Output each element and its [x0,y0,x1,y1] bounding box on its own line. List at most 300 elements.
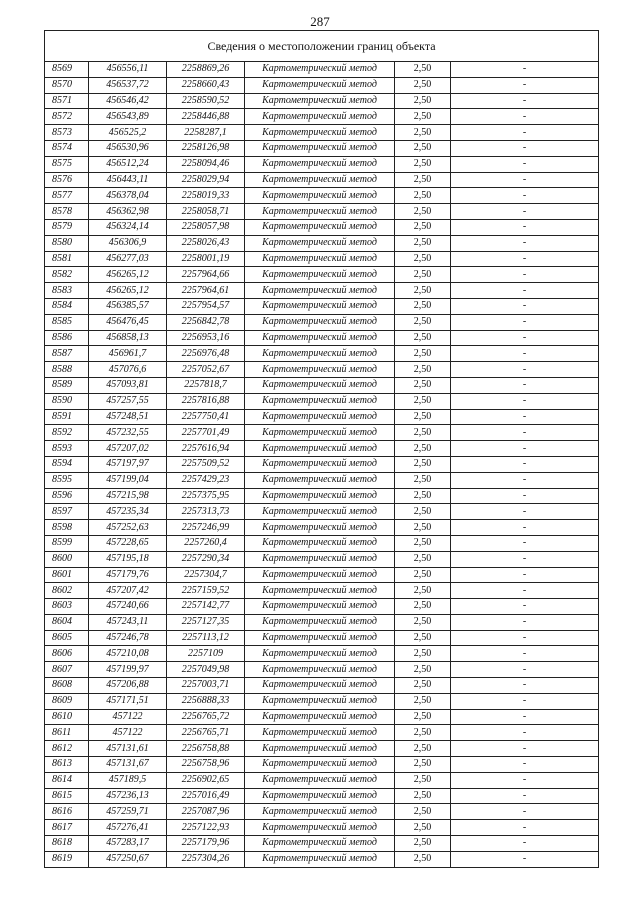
extra-cell: - [451,283,599,299]
extra-cell: - [451,614,599,630]
precision-cell: 2,50 [395,567,451,583]
extra-cell: - [451,725,599,741]
precision-cell: 2,50 [395,662,451,678]
precision-cell: 2,50 [395,362,451,378]
coord-y-cell: 2258590,52 [167,93,245,109]
coord-x-cell: 456306,9 [89,235,167,251]
coord-y-cell: 2257179,96 [167,836,245,852]
precision-cell: 2,50 [395,298,451,314]
coord-x-cell: 457248,51 [89,409,167,425]
table-row [45,599,599,615]
table-row [45,298,599,314]
precision-cell: 2,50 [395,520,451,536]
precision-cell: 2,50 [395,140,451,156]
method-cell: Картометрический метод [245,362,395,378]
extra-cell: - [451,362,599,378]
extra-cell: - [451,472,599,488]
coord-y-cell: 2256765,72 [167,709,245,725]
extra-cell: - [451,741,599,757]
precision-cell: 2,50 [395,172,451,188]
table-row [45,330,599,346]
table-row [45,425,599,441]
point-number-cell: 8600 [45,551,89,567]
coord-x-cell: 457236,13 [89,788,167,804]
point-number-cell: 8616 [45,804,89,820]
precision-cell: 2,50 [395,346,451,362]
coord-x-cell: 457240,66 [89,599,167,615]
extra-cell: - [451,425,599,441]
table-row [45,172,599,188]
point-number-cell: 8589 [45,377,89,393]
precision-cell: 2,50 [395,741,451,757]
coord-y-cell: 2256765,71 [167,725,245,741]
precision-cell: 2,50 [395,614,451,630]
extra-cell: - [451,772,599,788]
point-number-cell: 8584 [45,298,89,314]
method-cell: Картометрический метод [245,820,395,836]
method-cell: Картометрический метод [245,662,395,678]
precision-cell: 2,50 [395,393,451,409]
table-row [45,204,599,220]
point-number-cell: 8618 [45,836,89,852]
coord-x-cell: 457207,42 [89,583,167,599]
point-number-cell: 8569 [45,62,89,78]
coord-y-cell: 2257016,49 [167,788,245,804]
coord-y-cell: 2257109 [167,646,245,662]
method-cell: Картометрический метод [245,409,395,425]
point-number-cell: 8602 [45,583,89,599]
point-number-cell: 8586 [45,330,89,346]
point-number-cell: 8581 [45,251,89,267]
coord-x-cell: 457283,17 [89,836,167,852]
extra-cell: - [451,662,599,678]
point-number-cell: 8598 [45,520,89,536]
coord-y-cell: 2256953,16 [167,330,245,346]
coord-y-cell: 2256902,65 [167,772,245,788]
method-cell: Картометрический метод [245,630,395,646]
table-row [45,836,599,852]
method-cell: Картометрический метод [245,77,395,93]
precision-cell: 2,50 [395,535,451,551]
table-row [45,251,599,267]
coord-x-cell: 456362,98 [89,204,167,220]
precision-cell: 2,50 [395,62,451,78]
coord-x-cell: 457199,04 [89,472,167,488]
precision-cell: 2,50 [395,93,451,109]
coord-x-cell: 457235,34 [89,504,167,520]
point-number-cell: 8570 [45,77,89,93]
table-row [45,662,599,678]
extra-cell: - [451,836,599,852]
method-cell: Картометрический метод [245,535,395,551]
precision-cell: 2,50 [395,456,451,472]
method-cell: Картометрический метод [245,614,395,630]
table-row [45,614,599,630]
coord-y-cell: 2257260,4 [167,535,245,551]
coord-x-cell: 456443,11 [89,172,167,188]
point-number-cell: 8617 [45,820,89,836]
precision-cell: 2,50 [395,709,451,725]
coord-x-cell: 456546,42 [89,93,167,109]
extra-cell: - [451,409,599,425]
table-row [45,156,599,172]
method-cell: Картометрический метод [245,172,395,188]
table-row [45,788,599,804]
extra-cell: - [451,77,599,93]
extra-cell: - [451,788,599,804]
point-number-cell: 8593 [45,441,89,457]
point-number-cell: 8577 [45,188,89,204]
method-cell: Картометрический метод [245,219,395,235]
coord-x-cell: 457243,11 [89,614,167,630]
point-number-cell: 8578 [45,204,89,220]
point-number-cell: 8607 [45,662,89,678]
method-cell: Картометрический метод [245,425,395,441]
coord-x-cell: 457093,81 [89,377,167,393]
coord-y-cell: 2257122,93 [167,820,245,836]
coord-y-cell: 2257818,7 [167,377,245,393]
coord-x-cell: 457076,6 [89,362,167,378]
table-row [45,725,599,741]
extra-cell: - [451,599,599,615]
table-row [45,820,599,836]
point-number-cell: 8587 [45,346,89,362]
method-cell: Картометрический метод [245,235,395,251]
coord-y-cell: 2257701,49 [167,425,245,441]
extra-cell: - [451,219,599,235]
precision-cell: 2,50 [395,551,451,567]
coord-x-cell: 456543,89 [89,109,167,125]
extra-cell: - [451,109,599,125]
point-number-cell: 8576 [45,172,89,188]
extra-cell: - [451,583,599,599]
point-number-cell: 8585 [45,314,89,330]
method-cell: Картометрический метод [245,109,395,125]
table-row [45,535,599,551]
point-number-cell: 8579 [45,219,89,235]
coord-x-cell: 456858,13 [89,330,167,346]
point-number-cell: 8573 [45,125,89,141]
precision-cell: 2,50 [395,788,451,804]
table-row [45,362,599,378]
table-title: Сведения о местоположении границ объекта [45,31,599,62]
method-cell: Картометрический метод [245,504,395,520]
method-cell: Картометрический метод [245,93,395,109]
point-number-cell: 8605 [45,630,89,646]
precision-cell: 2,50 [395,441,451,457]
table-row [45,377,599,393]
coord-y-cell: 2257127,35 [167,614,245,630]
precision-cell: 2,50 [395,820,451,836]
coord-x-cell: 457232,55 [89,425,167,441]
coord-y-cell: 2257052,67 [167,362,245,378]
table-row [45,125,599,141]
point-number-cell: 8571 [45,93,89,109]
extra-cell: - [451,188,599,204]
method-cell: Картометрический метод [245,472,395,488]
coord-y-cell: 2257616,94 [167,441,245,457]
extra-cell: - [451,377,599,393]
point-number-cell: 8613 [45,757,89,773]
coord-x-cell: 456324,14 [89,219,167,235]
point-number-cell: 8614 [45,772,89,788]
coord-y-cell: 2257087,96 [167,804,245,820]
coord-y-cell: 2257375,95 [167,488,245,504]
table-row [45,267,599,283]
extra-cell: - [451,156,599,172]
point-number-cell: 8615 [45,788,89,804]
coord-y-cell: 2257964,66 [167,267,245,283]
coord-y-cell: 2257304,26 [167,851,245,867]
extra-cell: - [451,204,599,220]
point-number-cell: 8603 [45,599,89,615]
precision-cell: 2,50 [395,251,451,267]
coord-y-cell: 2257142,77 [167,599,245,615]
coord-x-cell: 457131,67 [89,757,167,773]
precision-cell: 2,50 [395,678,451,694]
coord-y-cell: 2258287,1 [167,125,245,141]
precision-cell: 2,50 [395,504,451,520]
table-row [45,140,599,156]
precision-cell: 2,50 [395,425,451,441]
coord-x-cell: 457189,5 [89,772,167,788]
method-cell: Картометрический метод [245,377,395,393]
precision-cell: 2,50 [395,330,451,346]
table-row [45,283,599,299]
table-row [45,188,599,204]
coord-x-cell: 457179,76 [89,567,167,583]
coord-x-cell: 457210,08 [89,646,167,662]
coord-x-cell: 457276,41 [89,820,167,836]
extra-cell: - [451,678,599,694]
precision-cell: 2,50 [395,488,451,504]
extra-cell: - [451,172,599,188]
method-cell: Картометрический метод [245,725,395,741]
method-cell: Картометрический метод [245,204,395,220]
precision-cell: 2,50 [395,409,451,425]
coord-y-cell: 2256842,78 [167,314,245,330]
coord-y-cell: 2257246,99 [167,520,245,536]
table-row [45,757,599,773]
coord-y-cell: 2258094,46 [167,156,245,172]
extra-cell: - [451,393,599,409]
table-row [45,472,599,488]
coord-x-cell: 457195,18 [89,551,167,567]
point-number-cell: 8588 [45,362,89,378]
method-cell: Картометрический метод [245,314,395,330]
precision-cell: 2,50 [395,599,451,615]
method-cell: Картометрический метод [245,441,395,457]
table-row [45,741,599,757]
coord-x-cell: 457250,67 [89,851,167,867]
coord-y-cell: 2257429,23 [167,472,245,488]
point-number-cell: 8590 [45,393,89,409]
coord-y-cell: 2258019,33 [167,188,245,204]
coord-x-cell: 457228,65 [89,535,167,551]
precision-cell: 2,50 [395,646,451,662]
coord-x-cell: 457207,02 [89,441,167,457]
precision-cell: 2,50 [395,804,451,820]
coord-y-cell: 2257509,52 [167,456,245,472]
coord-y-cell: 2257113,12 [167,630,245,646]
extra-cell: - [451,488,599,504]
table-row [45,77,599,93]
extra-cell: - [451,125,599,141]
extra-cell: - [451,298,599,314]
coord-x-cell: 457259,71 [89,804,167,820]
coord-x-cell: 456961,7 [89,346,167,362]
method-cell: Картометрический метод [245,709,395,725]
coord-y-cell: 2258001,19 [167,251,245,267]
coord-y-cell: 2257304,7 [167,567,245,583]
coord-y-cell: 2258660,43 [167,77,245,93]
method-cell: Картометрический метод [245,140,395,156]
coord-x-cell: 456265,12 [89,267,167,283]
coord-y-cell: 2257049,98 [167,662,245,678]
extra-cell: - [451,140,599,156]
table-row [45,630,599,646]
precision-cell: 2,50 [395,583,451,599]
coord-x-cell: 456385,57 [89,298,167,314]
method-cell: Картометрический метод [245,757,395,773]
method-cell: Картометрический метод [245,393,395,409]
extra-cell: - [451,757,599,773]
coord-y-cell: 2257313,73 [167,504,245,520]
table-row [45,583,599,599]
method-cell: Картометрический метод [245,567,395,583]
extra-cell: - [451,456,599,472]
extra-cell: - [451,267,599,283]
point-number-cell: 8599 [45,535,89,551]
method-cell: Картометрический метод [245,772,395,788]
table-row [45,772,599,788]
method-cell: Картометрический метод [245,156,395,172]
coord-y-cell: 2257290,34 [167,551,245,567]
extra-cell: - [451,330,599,346]
extra-cell: - [451,630,599,646]
point-number-cell: 8583 [45,283,89,299]
coord-y-cell: 2257750,41 [167,409,245,425]
method-cell: Картометрический метод [245,520,395,536]
coord-x-cell: 456537,72 [89,77,167,93]
coord-y-cell: 2256888,33 [167,693,245,709]
coord-x-cell: 457122 [89,725,167,741]
coord-x-cell: 456556,11 [89,62,167,78]
precision-cell: 2,50 [395,219,451,235]
point-number-cell: 8611 [45,725,89,741]
table-row [45,520,599,536]
coord-x-cell: 457122 [89,709,167,725]
coord-y-cell: 2258026,43 [167,235,245,251]
point-number-cell: 8591 [45,409,89,425]
table-row [45,235,599,251]
coord-x-cell: 456277,03 [89,251,167,267]
precision-cell: 2,50 [395,188,451,204]
extra-cell: - [451,441,599,457]
table-row [45,504,599,520]
method-cell: Картометрический метод [245,251,395,267]
coord-y-cell: 2258029,94 [167,172,245,188]
point-number-cell: 8596 [45,488,89,504]
precision-cell: 2,50 [395,283,451,299]
point-number-cell: 8604 [45,614,89,630]
point-number-cell: 8610 [45,709,89,725]
point-number-cell: 8592 [45,425,89,441]
coord-x-cell: 457171,51 [89,693,167,709]
table-row [45,693,599,709]
extra-cell: - [451,520,599,536]
coord-y-cell: 2258126,98 [167,140,245,156]
point-number-cell: 8594 [45,456,89,472]
coord-x-cell: 456378,04 [89,188,167,204]
coord-x-cell: 457199,97 [89,662,167,678]
table-row [45,393,599,409]
extra-cell: - [451,346,599,362]
point-number-cell: 8575 [45,156,89,172]
table-row [45,488,599,504]
table-row [45,93,599,109]
extra-cell: - [451,93,599,109]
precision-cell: 2,50 [395,125,451,141]
extra-cell: - [451,851,599,867]
coord-x-cell: 456512,24 [89,156,167,172]
method-cell: Картометрический метод [245,646,395,662]
table-row [45,709,599,725]
extra-cell: - [451,504,599,520]
point-number-cell: 8619 [45,851,89,867]
extra-cell: - [451,314,599,330]
extra-cell: - [451,535,599,551]
point-number-cell: 8572 [45,109,89,125]
point-number-cell: 8597 [45,504,89,520]
precision-cell: 2,50 [395,377,451,393]
method-cell: Картометрический метод [245,298,395,314]
coord-y-cell: 2258446,88 [167,109,245,125]
table-row [45,567,599,583]
coord-x-cell: 456530,96 [89,140,167,156]
coord-y-cell: 2256758,96 [167,757,245,773]
point-number-cell: 8582 [45,267,89,283]
table-title-row [45,31,599,62]
table-row [45,678,599,694]
method-cell: Картометрический метод [245,551,395,567]
method-cell: Картометрический метод [245,583,395,599]
table-row [45,441,599,457]
coord-x-cell: 457215,98 [89,488,167,504]
point-number-cell: 8608 [45,678,89,694]
method-cell: Картометрический метод [245,693,395,709]
precision-cell: 2,50 [395,630,451,646]
table-row [45,551,599,567]
coord-x-cell: 457131,61 [89,741,167,757]
coord-y-cell: 2257954,57 [167,298,245,314]
coordinates-table [44,30,599,868]
method-cell: Картометрический метод [245,851,395,867]
method-cell: Картометрический метод [245,488,395,504]
table-body [45,62,599,868]
point-number-cell: 8595 [45,472,89,488]
extra-cell: - [451,693,599,709]
point-number-cell: 8601 [45,567,89,583]
coord-y-cell: 2257003,71 [167,678,245,694]
method-cell: Картометрический метод [245,599,395,615]
method-cell: Картометрический метод [245,188,395,204]
coord-y-cell: 2256758,88 [167,741,245,757]
point-number-cell: 8580 [45,235,89,251]
method-cell: Картометрический метод [245,741,395,757]
table-row [45,314,599,330]
extra-cell: - [451,567,599,583]
